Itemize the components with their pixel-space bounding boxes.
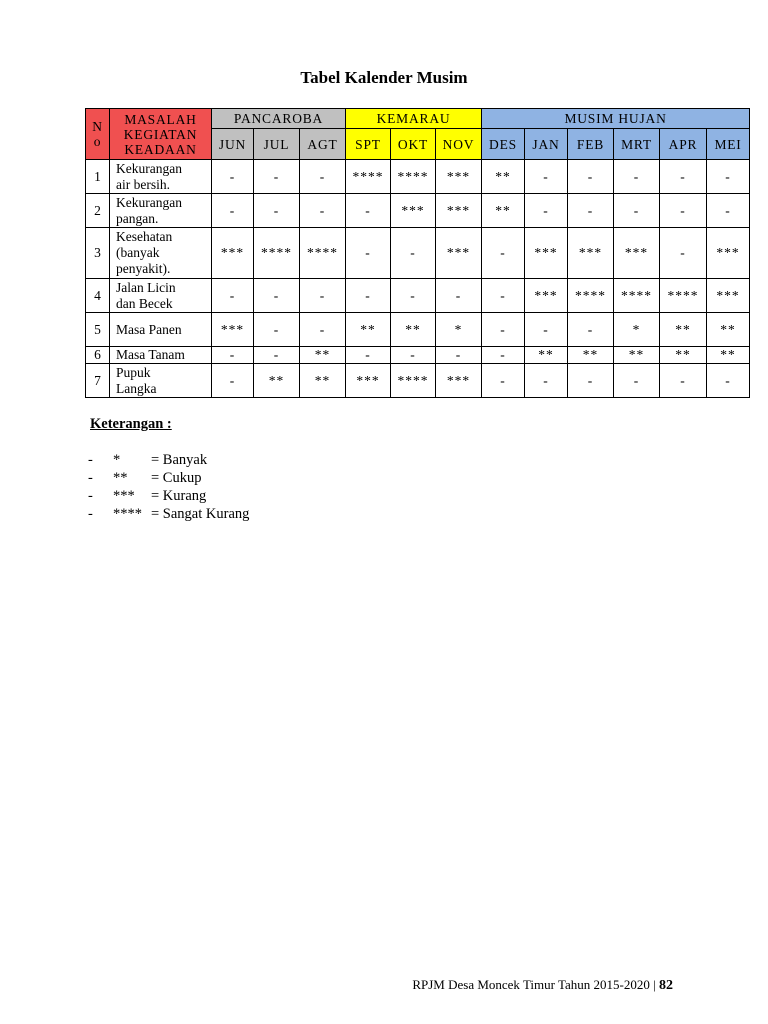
legend-meaning: = Kurang (151, 488, 207, 504)
row-issue (110, 313, 212, 347)
month-value: ** (525, 347, 568, 364)
month-value: **** (346, 160, 391, 194)
month-value: - (346, 194, 391, 228)
header-month: OKT (391, 129, 436, 160)
header-month: MEI (707, 129, 750, 160)
month-value: - (525, 160, 568, 194)
legend-meaning: = Banyak (151, 452, 208, 468)
table-row (86, 364, 750, 398)
month-value: - (212, 194, 254, 228)
row-number: 7 (86, 364, 110, 398)
month-value: *** (707, 228, 750, 279)
month-value: ** (568, 347, 614, 364)
month-value: - (346, 347, 391, 364)
month-value: *** (436, 160, 482, 194)
month-value: ** (346, 313, 391, 347)
month-value: - (660, 364, 707, 398)
month-value: *** (436, 228, 482, 279)
header-season-kemarau: KEMARAU (346, 109, 482, 129)
issue-line: air bersih. (116, 176, 170, 192)
row-number: 2 (86, 194, 110, 228)
month-value: *** (525, 279, 568, 313)
footer-text: RPJM Desa Moncek Timur Tahun 2015-2020 (412, 977, 650, 992)
month-value: **** (391, 160, 436, 194)
header-month: JUL (254, 129, 300, 160)
month-value: ** (300, 347, 346, 364)
legend-item (88, 451, 249, 469)
table-row (86, 160, 750, 194)
month-value: - (482, 279, 525, 313)
month-value: - (707, 160, 750, 194)
issue-line: Langka (116, 380, 157, 396)
issue-line: Jalan Licin (116, 279, 176, 295)
month-value: - (436, 279, 482, 313)
footer-separator: | (653, 977, 656, 992)
row-number: 1 (86, 160, 110, 194)
month-value: *** (707, 279, 750, 313)
month-value: - (482, 364, 525, 398)
month-value: - (212, 279, 254, 313)
month-value: - (482, 313, 525, 347)
month-value: - (660, 160, 707, 194)
month-value: *** (436, 364, 482, 398)
month-value: - (346, 279, 391, 313)
legend-meaning: = Cukup (151, 470, 202, 486)
issue-line: Masa Tanam (116, 347, 185, 362)
page-number: 82 (659, 978, 673, 993)
month-value: - (346, 228, 391, 279)
issue-line: penyakit). (116, 261, 171, 276)
header-month: JAN (525, 129, 568, 160)
month-value: **** (391, 364, 436, 398)
issue-line: Masa Panen (116, 321, 182, 337)
row-number: 6 (86, 347, 110, 364)
month-value: - (436, 347, 482, 364)
month-value: - (707, 194, 750, 228)
row-issue (110, 364, 212, 398)
table-row (86, 228, 750, 279)
table-row (86, 279, 750, 313)
month-value: - (568, 313, 614, 347)
header-month: SPT (346, 129, 391, 160)
legend-item (88, 469, 249, 487)
issue-line: Kesehatan (116, 229, 173, 244)
page-footer (412, 977, 673, 994)
month-value: ** (482, 160, 525, 194)
row-number: 4 (86, 279, 110, 313)
month-value: *** (436, 194, 482, 228)
row-number: 3 (86, 228, 110, 279)
month-value: ** (707, 347, 750, 364)
month-value: * (614, 313, 660, 347)
month-value: - (391, 347, 436, 364)
legend-dash: - (88, 452, 93, 468)
issue-line: Kekurangan (116, 194, 182, 210)
header-season-musim-hujan: MUSIM HUJAN (482, 109, 750, 129)
month-value: - (525, 364, 568, 398)
month-value: - (660, 228, 707, 279)
legend-item (88, 487, 249, 505)
month-value: - (254, 160, 300, 194)
month-value: - (482, 228, 525, 279)
month-value: - (525, 313, 568, 347)
month-value: - (707, 364, 750, 398)
month-value: - (391, 279, 436, 313)
month-value: *** (212, 228, 254, 279)
month-value: - (300, 160, 346, 194)
month-value: *** (525, 228, 568, 279)
row-issue (110, 160, 212, 194)
month-value: *** (614, 228, 660, 279)
month-value: ** (614, 347, 660, 364)
header-problem: MASALAH KEGIATAN KEADAAN (110, 109, 212, 160)
row-number: 5 (86, 313, 110, 347)
month-value: **** (568, 279, 614, 313)
month-value: * (436, 313, 482, 347)
issue-line: dan Becek (116, 295, 173, 311)
month-value: - (614, 194, 660, 228)
issue-line: Kekurangan (116, 160, 182, 176)
legend-title: Keterangan : (90, 416, 172, 432)
month-value: - (212, 347, 254, 364)
month-value: - (525, 194, 568, 228)
month-value: **** (660, 279, 707, 313)
month-value: - (568, 194, 614, 228)
legend-symbol: *** (113, 488, 135, 504)
header-month: JUN (212, 129, 254, 160)
month-value: ** (300, 364, 346, 398)
legend-symbol: ** (113, 470, 128, 486)
month-value: *** (212, 313, 254, 347)
month-value: - (300, 279, 346, 313)
issue-line: (banyak (116, 245, 160, 260)
legend-meaning: = Sangat Kurang (151, 506, 250, 522)
month-value: - (254, 279, 300, 313)
month-value: - (568, 160, 614, 194)
month-value: ** (482, 194, 525, 228)
row-issue (110, 347, 212, 364)
month-value: *** (346, 364, 391, 398)
row-issue (110, 228, 212, 279)
month-value: *** (391, 194, 436, 228)
month-value: - (391, 228, 436, 279)
header-month: AGT (300, 129, 346, 160)
legend-item (88, 505, 249, 523)
legend-symbol: * (113, 452, 121, 468)
month-value: *** (568, 228, 614, 279)
month-value: ** (660, 313, 707, 347)
header-no: N o (86, 109, 110, 160)
legend (88, 451, 249, 523)
table-row (86, 347, 750, 364)
month-value: - (212, 160, 254, 194)
table-row (86, 313, 750, 347)
row-issue (110, 194, 212, 228)
header-month: APR (660, 129, 707, 160)
legend-dash: - (88, 488, 93, 504)
header-month: DES (482, 129, 525, 160)
month-value: ** (707, 313, 750, 347)
month-value: **** (614, 279, 660, 313)
month-value: - (300, 313, 346, 347)
month-value: **** (254, 228, 300, 279)
table-row (86, 194, 750, 228)
month-value: - (254, 347, 300, 364)
legend-dash: - (88, 470, 93, 486)
page-title: Tabel Kalender Musim (300, 68, 468, 87)
month-value: - (482, 347, 525, 364)
legend-dash: - (88, 506, 93, 522)
legend-symbol: **** (113, 506, 142, 522)
month-value: - (614, 160, 660, 194)
month-value: - (660, 194, 707, 228)
month-value: - (254, 194, 300, 228)
month-value: ** (254, 364, 300, 398)
month-value: ** (660, 347, 707, 364)
issue-line: pangan. (116, 210, 159, 226)
month-value: ** (391, 313, 436, 347)
season-calendar-table (85, 108, 750, 398)
header-season-pancaroba: PANCAROBA (212, 109, 346, 129)
row-issue (110, 279, 212, 313)
header-month: MRT (614, 129, 660, 160)
issue-line: Pupuk (116, 364, 151, 380)
month-value: - (300, 194, 346, 228)
month-value: - (254, 313, 300, 347)
header-month: NOV (436, 129, 482, 160)
month-value: - (212, 364, 254, 398)
month-value: - (568, 364, 614, 398)
header-month: FEB (568, 129, 614, 160)
month-value: - (614, 364, 660, 398)
month-value: **** (300, 228, 346, 279)
